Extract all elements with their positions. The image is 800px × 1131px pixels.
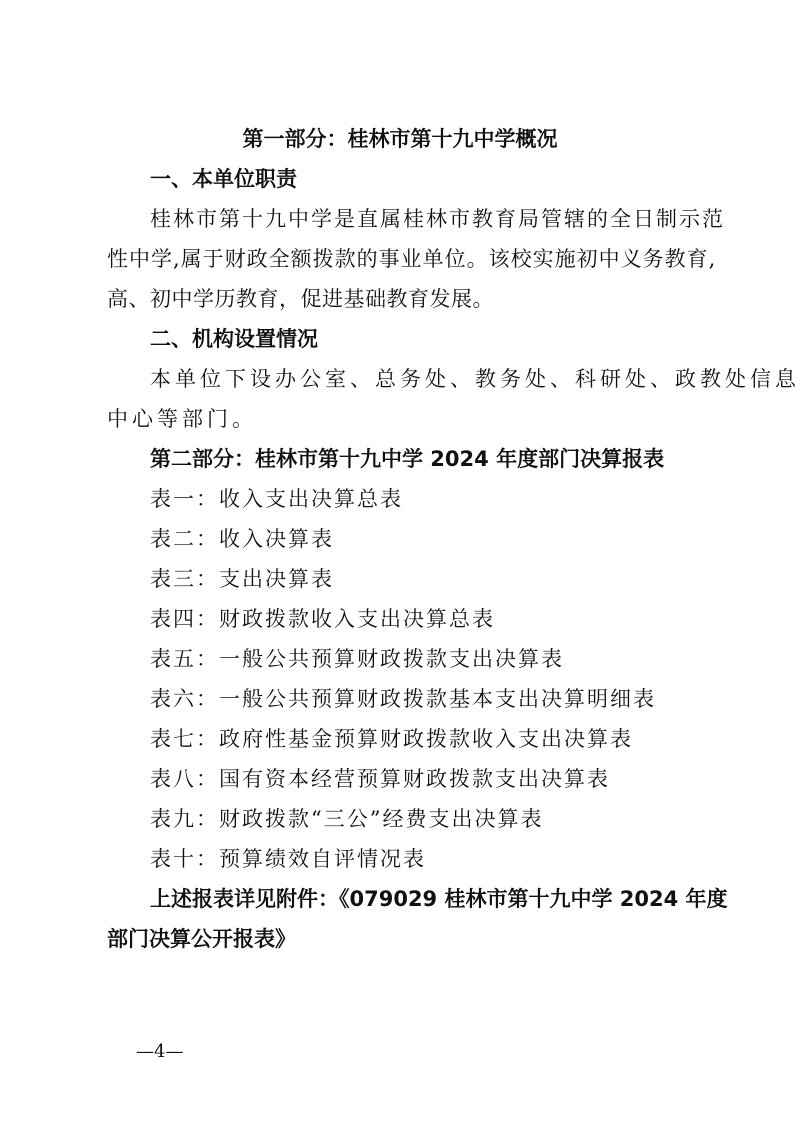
table-list-item: 表七：政府性基金预算财政拨款收入支出决算表: [150, 727, 633, 751]
section1-paragraph-line: 桂林市第十九中学是直属桂林市教育局管辖的全日制示范: [150, 207, 725, 231]
page-title: 第一部分：桂林市第十九中学概况: [242, 127, 558, 151]
table-list-item: 表十：预算绩效自评情况表: [150, 847, 426, 871]
table-list-item: 表六：一般公共预算财政拨款基本支出决算明细表: [150, 687, 656, 711]
attachment-note-line: 上述报表详见附件：《079029 桂林市第十九中学 2024 年度: [150, 887, 728, 911]
part2-heading: 第二部分：桂林市第十九中学 2024 年度部门决算报表: [150, 447, 665, 471]
table-list-item: 表二：收入决算表: [150, 527, 334, 551]
section1-heading: 一、本单位职责: [150, 167, 297, 191]
section2-heading: 二、机构设置情况: [150, 327, 318, 351]
section1-paragraph-line: 高、初中学历教育，促进基础教育发展。: [107, 287, 494, 311]
section2-paragraph-line: 中心等部门。: [107, 407, 257, 431]
page-number: —4—: [136, 1041, 184, 1062]
table-list-item: 表八：国有资本经营预算财政拨款支出决算表: [150, 767, 610, 791]
table-list-item: 表一：收入支出决算总表: [150, 487, 403, 511]
table-list-item: 表九：财政拨款“三公”经费支出决算表: [150, 807, 544, 831]
table-list-item: 表四：财政拨款收入支出决算总表: [150, 607, 495, 631]
section2-paragraph-line: 本单位下设办公室、总务处、教务处、科研处、政教处信息: [150, 367, 800, 391]
table-list-item: 表三：支出决算表: [150, 567, 334, 591]
attachment-note-line: 部门决算公开报表》: [107, 927, 296, 951]
table-list-item: 表五：一般公共预算财政拨款支出决算表: [150, 647, 564, 671]
section1-paragraph-line: 性中学,属于财政全额拨款的事业单位。该校实施初中义务教育,: [107, 247, 717, 271]
